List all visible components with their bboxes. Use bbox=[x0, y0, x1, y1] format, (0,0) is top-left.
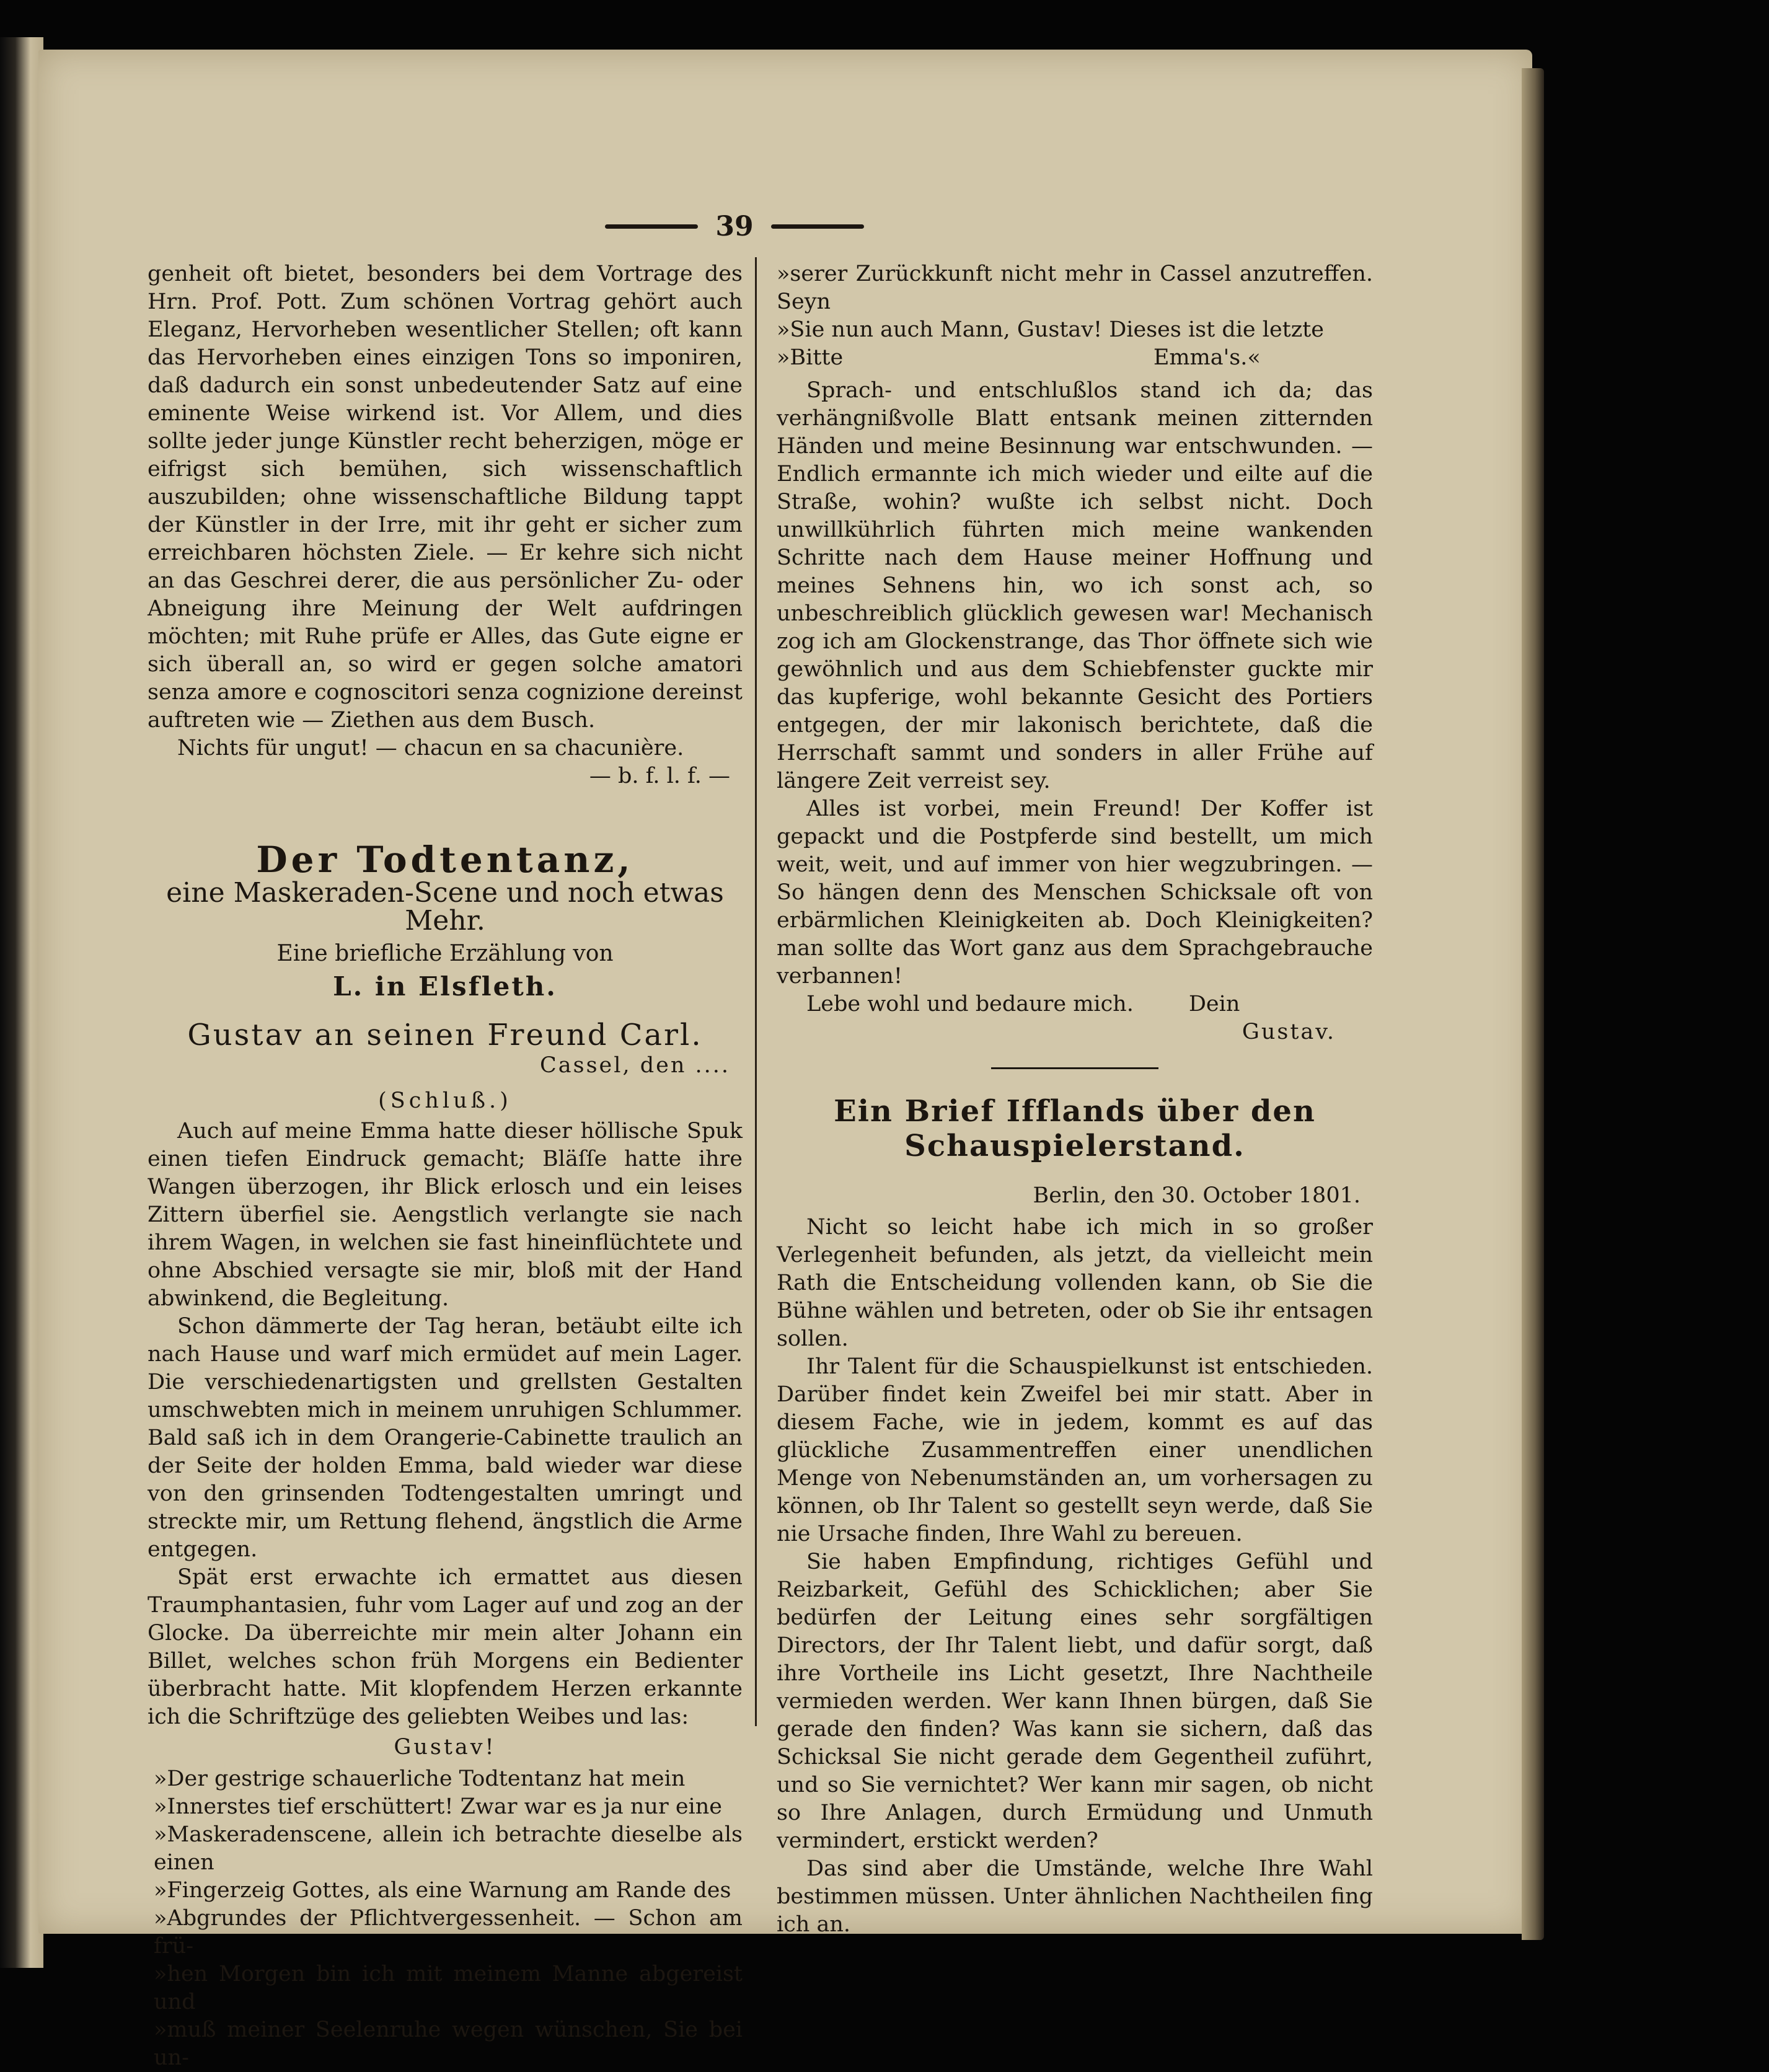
opening-paragraph: genheit oft bietet, besonders bei dem Vortrage des Hrn. Prof. Pott. Zum schönen Vortrag gehört auch Eleganz, Hervorheben wesentlicher Stellen; oft kann das Hervorheben eines einzigen Tons so imponiren, daß dadurch ein sonst unbedeutender Satz auf eine eminente Weise wirkend ist. Vor Allem, und dies sollte jeder junge Künstler recht beherzigen, möge er eifrigst sich bemühen, sich wissenschaftlich auszubilden; ohne wissenschaftliche Bildung tappt der Künstler in der Irre, mit ihr geht er sicher zum erreichbaren höchsten Ziele. — Er kehre sich nicht an das Geschrei derer, die aus persönlicher Zu- oder Abneigung ihre Meinung der Welt aufdringen möchten; mit Ruhe prüfe er Alles, das Gute eigne er sich überall an, so wird er gegen solche amatori senza amore e cognoscitori senza cognizione dereinst auftreten wie — Ziethen aus dem Busch. bbox=[148, 262, 743, 733]
section-divider bbox=[991, 1067, 1158, 1069]
paragraph: Das sind aber die Umstände, welche Ihre Wahl bestimmen müssen. Unter ähnlichen Nachtheilen fing ich an. bbox=[777, 1856, 1373, 1937]
letter-line: »hen Morgen bin ich mit meinem Manne abgereist und bbox=[154, 1962, 743, 2014]
brief-title: Ein Brief Ifflands über den Schauspielerstand. bbox=[834, 1094, 1316, 1163]
paragraph: Sie haben Empfindung, richtiges Gefühl und Reizbarkeit, Gefühl des Schicklichen; aber Sie bedürfen der Leitung eines sehr sorgfältigen Directors, der Ihr Talent liebt, und dafür sorgt, daß ihre Vortheile ins Licht gesetzt, Ihre Nachtheile vermieden werden. Wer kann Ihnen bürgen, daß Sie gerade den finden? Was kann sie sichern, daß das Schicksal Sie nicht gerade dem Gegentheil zuführt, und so Sie vernichtet? Wer kann mir sagen, ob nicht so Ihre Anlagen, durch Ermüdung und Unmuth vermindert, erstickt werden? bbox=[777, 1550, 1373, 1853]
letter-line: »Sie nun auch Mann, Gustav! Dieses ist die letzte bbox=[777, 317, 1324, 342]
column-divider bbox=[755, 257, 757, 1726]
signature: — b. f. l. f. — bbox=[589, 764, 730, 788]
paragraph: Ihr Talent für die Schauspielkunst ist entschieden. Darüber findet kein Zweifel bei mir statt. Aber in diesem Fache, wie in jedem, kommt es auf das glückliche Zusammentreffen einer unendlichen Menge von Nebenumständen an, um vorhersagen zu können, ob Ihr Talent so gestellt seyn werde, daß Sie nie Ursache finden, Ihre Wahl zu bereuen. bbox=[777, 1354, 1373, 1546]
letter-line: »Maskeradenscene, allein ich betrachte dieselbe als einen bbox=[154, 1822, 743, 1875]
right-column bbox=[777, 260, 1373, 1939]
page-edge bbox=[1522, 68, 1544, 1940]
article-author: L. in Elsfleth. bbox=[333, 971, 557, 1002]
dateline: Berlin, den 30. October 1801. bbox=[1033, 1183, 1361, 1208]
letter-line: »Bitte Emma's.« bbox=[777, 345, 1261, 370]
letter-line: »Abgrundes der Pflichtvergessenheit. — Schon am frü- bbox=[154, 1906, 743, 1959]
paragraph: Auch auf meine Emma hatte dieser höllische Spuk einen tiefen Eindruck gemacht; Bläſſe hatte ihre Wangen überzogen, ihr Blick erlosch und ein leises Zittern überfiel sie. Aengstlich verlangte sie nach ihrem Wagen, in welchen sie fast hineinflüchtete und ohne Abschied versagte sie mir, bloß mit der Hand abwinkend, die Begleitung. bbox=[148, 1119, 743, 1311]
book-spine bbox=[0, 37, 43, 1968]
farewell: Lebe wohl und bedaure mich. Dein bbox=[806, 992, 1240, 1016]
farewell-signature: Gustav. bbox=[1242, 1020, 1336, 1044]
letter-line: »muß meiner Seelenruhe wegen wünschen, Sie bei un- bbox=[154, 2017, 743, 2070]
paragraph: Nicht so leicht habe ich mich in so großer Verlegenheit befunden, als jetzt, da vielleicht mein Rath die Entscheidung vollenden kann, ob Sie die Bühne wählen und betreten, oder ob Sie ihr entsagen sollen. bbox=[777, 1215, 1373, 1351]
article-subtitle: eine Maskeraden-Scene und noch etwas Mehr. bbox=[166, 877, 724, 937]
left-column bbox=[148, 260, 743, 2072]
paragraph: Schon dämmerte der Tag heran, betäubt eilte ich nach Hause und warf mich ermüdet auf mein Lager. Die verschiedenartigsten und grellsten Gestalten umschwebten mich in meinem unruhigen Schlummer. Bald saß ich in dem Orangerie-Cabinette traulich an der Seite der holden Emma, bald wieder war diese von den grinsenden Todtengestalten umringt und streckte mir, um Rettung flehend, ängstlich die Arme entgegen. bbox=[148, 1314, 743, 1562]
letter-line: »Innerstes tief erschüttert! Zwar war es ja nur eine bbox=[154, 1794, 722, 1819]
page-header bbox=[595, 205, 874, 248]
letter-line: »Der gestrige schauerliche Todtentanz hat mein bbox=[154, 1766, 686, 1791]
section-title: Gustav an seinen Freund Carl. bbox=[187, 1018, 703, 1052]
page-number: 39 bbox=[715, 210, 754, 242]
paragraph: Alles ist vorbei, mein Freund! Der Koffer ist gepackt und die Postpferde sind bestellt, um mich weit, weit, und auf immer von hier wegzubringen. — So hängen denn des Menschen Schicksale oft von erbärmlichen Kleinigkeiten ab. Doch Kleinigkeiten? man sollte das Wort ganz aus dem Sprachgebrauche verbannen! bbox=[777, 796, 1373, 989]
letter-quote-continued bbox=[777, 260, 1373, 372]
letter-quote bbox=[148, 1765, 743, 2072]
article-title: Der Todtentanz, bbox=[256, 839, 634, 881]
letter-salutation: Gustav! bbox=[394, 1735, 496, 1760]
paragraph: Spät erst erwachte ich ermattet aus diesen Traumphantasien, fuhr vom Lager auf und zog an der Glocke. Da überreichte mir mein alter Johann ein Billet, welches schon früh Morgens ein Bedienter überbracht hatte. Mit klopfendem Herzen erkannte ich die Schriftzüge des geliebten Weibes und las: bbox=[148, 1565, 743, 1729]
paragraph: Sprach- und entschlußlos stand ich da; das verhängnißvolle Blatt entsank meinen zitternden Händen und meine Besinnung war entschwunden. — Endlich ermannte ich mich wieder und eilte auf die Straße, wohin? wußte ich selbst nicht. Doch unwillkührlich führten mich meine wankenden Schritte nach dem Hause meiner Hoffnung und meines Sehnens hin, wo ich sonst ach, so unbeschreiblich glücklich gewesen war! Mechanisch zog ich am Glockenstrange, das Thor öffnete sich wie gewöhnlich und aus dem Schiebfenster guckte mir das kupferige, wohl bekannte Gesicht des Portiers entgegen, der mir lakonisch berichtete, daß die Herrschaft sammt und sonders in aller Frühe auf längere Zeit verreist sey. bbox=[777, 378, 1373, 793]
letter-line: »Fingerzeig Gottes, als eine Warnung am Rande des bbox=[154, 1878, 731, 1903]
continuation-note: (Schluß.) bbox=[378, 1088, 512, 1113]
place-date: Cassel, den .... bbox=[539, 1053, 730, 1078]
letter-line: »serer Zurückkunft nicht mehr in Cassel anzutreffen. Seyn bbox=[777, 262, 1373, 314]
header-rule-left bbox=[605, 224, 698, 229]
closing-line: Nichts für ungut! — chacun en sa chacunière. bbox=[177, 736, 684, 760]
article-subtitle-2: Eine briefliche Erzählung von bbox=[276, 941, 614, 966]
header-rule-right bbox=[771, 224, 864, 229]
